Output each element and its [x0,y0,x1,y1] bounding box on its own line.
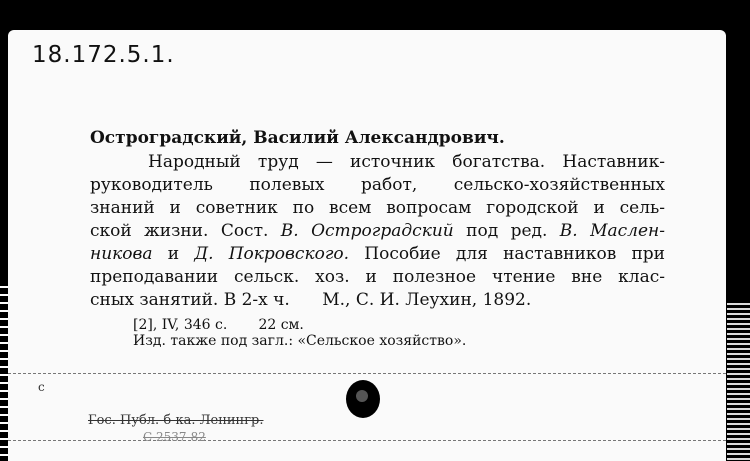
editor-name: В. Маслен- [559,221,665,241]
body-line-6: преподавании сельск. хоз. и полезное чтение вне клас- [90,267,665,287]
compiler-name: В. Остроградский [280,221,454,241]
body-line-4 [90,221,665,241]
editor-name: никова [90,244,153,264]
stamp-number: С 2537-82 [143,430,206,444]
body-line-1: Народный труд — источник богатства. Наставник- [148,152,665,172]
punch-hole [346,380,380,418]
body-text: ской жизни. Сост. [90,221,281,241]
body-line-3: знаний и советник по всем вопросам городской и сель- [90,198,665,218]
left-edge-scan-artifact [0,280,8,461]
margin-mark: с [38,380,45,394]
body-line-5 [90,244,665,264]
author-heading: Остроградский, Василий Александрович. [90,128,505,148]
divider [8,373,726,374]
body-line-7: сных занятий. В 2-х ч. М., С. И. Леухин, 1892. [90,290,532,310]
editor-name: Д. Покровского. [194,244,350,264]
library-stamp: Гос. Публ. б-ка. Ленингр. [88,413,264,428]
body-text: и [152,244,195,264]
body-text: Пособие для наставников при [349,244,666,264]
body-text: под ред. [453,221,560,241]
collation: [2], IV, 346 с. 22 см. [133,317,304,333]
edition-note: Изд. также под загл.: «Сельское хозяйство». [133,333,467,349]
call-number: 18.172.5.1. [32,42,175,68]
divider [8,440,726,441]
body-line-2: руководитель полевых работ, сельско-хозяйственных [90,175,665,195]
right-edge-scan-artifact [727,300,750,461]
catalog-card [8,30,726,461]
